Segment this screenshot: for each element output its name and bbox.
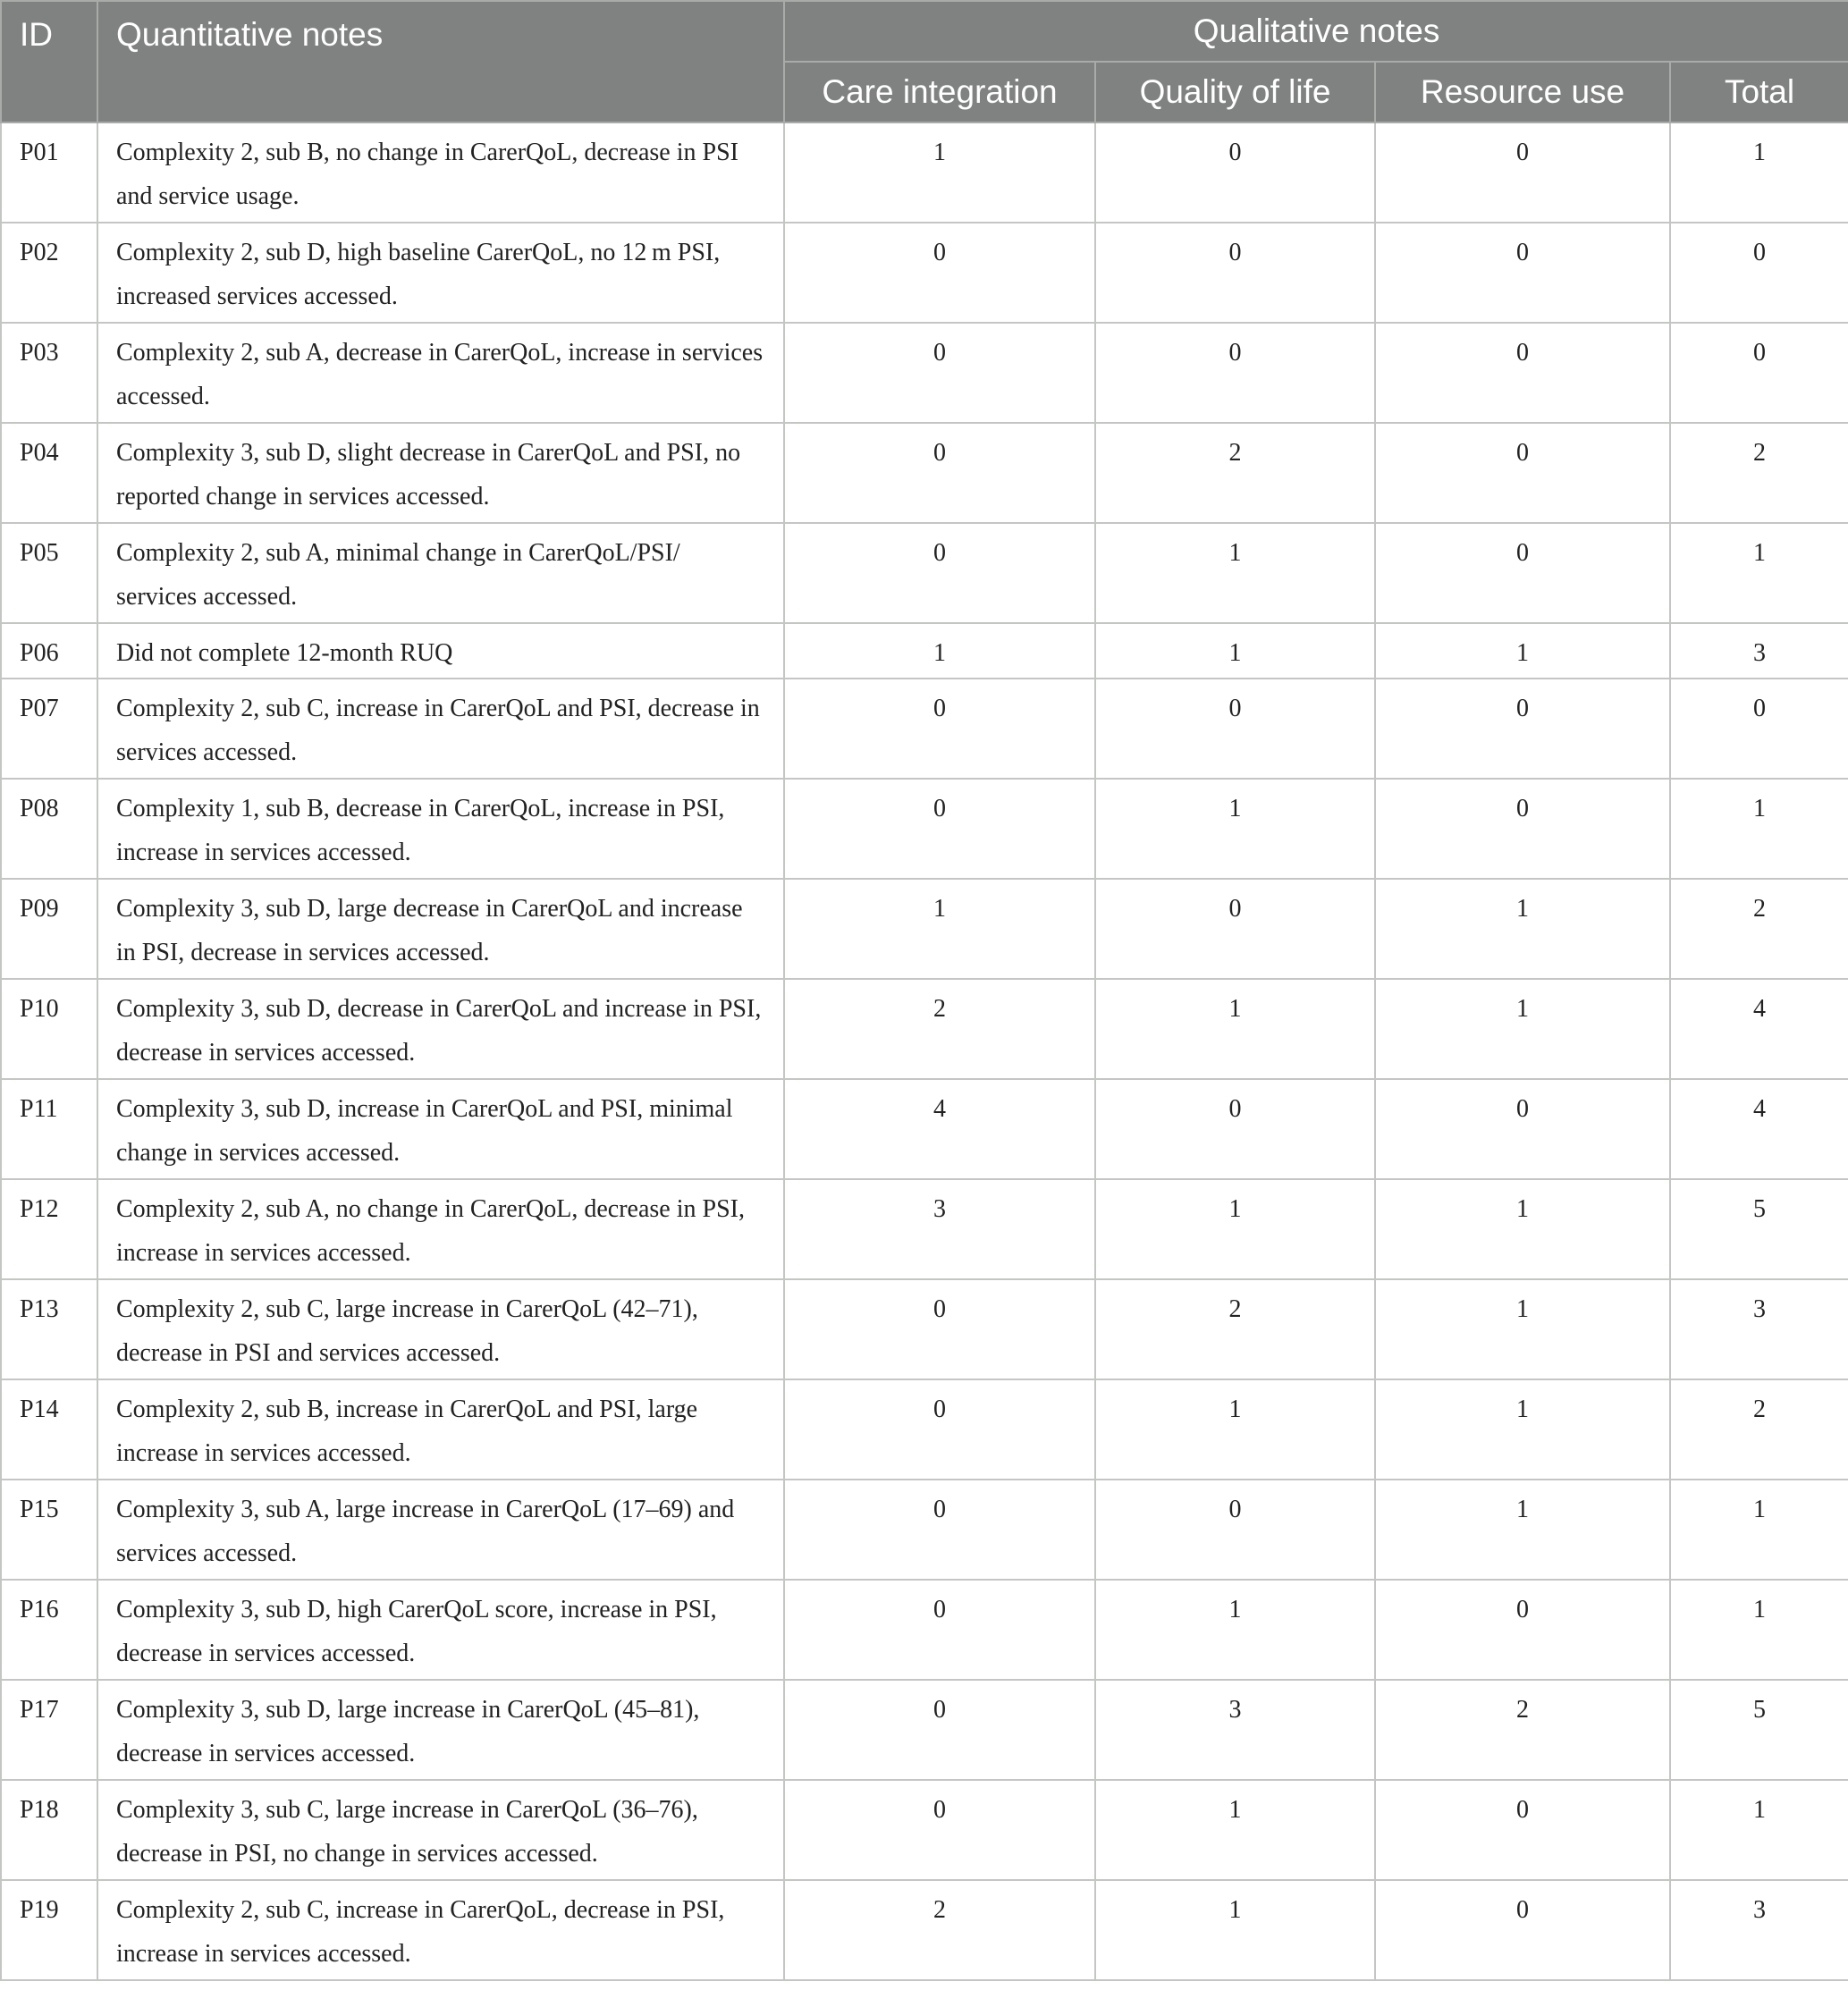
cell-resource-use: 1 xyxy=(1375,1379,1670,1480)
cell-quantitative-note: Complexity 3, sub D, decrease in CarerQoL and increase in PSI, decrease in services accessed. xyxy=(97,979,784,1079)
cell-resource-use: 1 xyxy=(1375,879,1670,979)
header-quality-of-life: Quality of life xyxy=(1095,62,1375,122)
header-id: ID xyxy=(1,1,97,122)
cell-quality-of-life: 1 xyxy=(1095,779,1375,879)
cell-care-integration: 4 xyxy=(784,1079,1095,1179)
cell-id: P01 xyxy=(1,122,97,223)
cell-care-integration: 1 xyxy=(784,879,1095,979)
cell-total: 1 xyxy=(1670,1580,1848,1680)
cell-id: P09 xyxy=(1,879,97,979)
cell-id: P02 xyxy=(1,223,97,323)
cell-resource-use: 1 xyxy=(1375,1480,1670,1580)
cell-id: P10 xyxy=(1,979,97,1079)
cell-total: 3 xyxy=(1670,1880,1848,1980)
cell-care-integration: 0 xyxy=(784,679,1095,779)
cell-quality-of-life: 0 xyxy=(1095,323,1375,423)
table-row xyxy=(1,1880,1848,1980)
cell-id: P11 xyxy=(1,1079,97,1179)
cell-total: 1 xyxy=(1670,1480,1848,1580)
cell-total: 5 xyxy=(1670,1680,1848,1780)
cell-quantitative-note: Complexity 3, sub D, large decrease in CarerQoL and increase in PSI, decrease in services accessed. xyxy=(97,879,784,979)
cell-id: P06 xyxy=(1,623,97,679)
cell-id: P19 xyxy=(1,1880,97,1980)
cell-quantitative-note: Complexity 3, sub D, slight decrease in CarerQoL and PSI, no reported change in services accessed. xyxy=(97,423,784,523)
cell-resource-use: 0 xyxy=(1375,1880,1670,1980)
cell-id: P04 xyxy=(1,423,97,523)
table-row xyxy=(1,523,1848,623)
cell-quantitative-note: Complexity 2, sub C, large increase in CarerQoL (42–71), decrease in PSI and services accessed. xyxy=(97,1279,784,1379)
cell-resource-use: 1 xyxy=(1375,623,1670,679)
table-row xyxy=(1,1279,1848,1379)
cell-quantitative-note: Complexity 2, sub D, high baseline CarerQoL, no 12 m PSI, increased services accessed. xyxy=(97,223,784,323)
table-row xyxy=(1,1780,1848,1880)
cell-resource-use: 0 xyxy=(1375,779,1670,879)
cell-quality-of-life: 2 xyxy=(1095,1279,1375,1379)
cell-care-integration: 3 xyxy=(784,1179,1095,1279)
cell-total: 0 xyxy=(1670,679,1848,779)
cell-care-integration: 0 xyxy=(784,1680,1095,1780)
cell-total: 1 xyxy=(1670,523,1848,623)
cell-quantitative-note: Complexity 1, sub B, decrease in CarerQoL, increase in PSI, increase in services accessed. xyxy=(97,779,784,879)
table-row xyxy=(1,1680,1848,1780)
table-row xyxy=(1,323,1848,423)
cell-care-integration: 0 xyxy=(784,1480,1095,1580)
cell-quality-of-life: 1 xyxy=(1095,523,1375,623)
cell-id: P15 xyxy=(1,1480,97,1580)
cell-total: 4 xyxy=(1670,1079,1848,1179)
cell-care-integration: 0 xyxy=(784,323,1095,423)
cell-care-integration: 0 xyxy=(784,1580,1095,1680)
table-row xyxy=(1,979,1848,1079)
cell-care-integration: 1 xyxy=(784,623,1095,679)
table-row xyxy=(1,1179,1848,1279)
cell-resource-use: 0 xyxy=(1375,1580,1670,1680)
table-row xyxy=(1,1480,1848,1580)
cell-resource-use: 0 xyxy=(1375,423,1670,523)
cell-id: P13 xyxy=(1,1279,97,1379)
table-row xyxy=(1,779,1848,879)
cell-quantitative-note: Complexity 3, sub D, high CarerQoL score, increase in PSI, decrease in services accessed. xyxy=(97,1580,784,1680)
cell-id: P17 xyxy=(1,1680,97,1780)
cell-quantitative-note: Complexity 3, sub C, large increase in CarerQoL (36–76), decrease in PSI, no change in services accessed. xyxy=(97,1780,784,1880)
table-row xyxy=(1,223,1848,323)
cell-resource-use: 0 xyxy=(1375,1780,1670,1880)
cell-quality-of-life: 1 xyxy=(1095,1880,1375,1980)
cell-quantitative-note: Complexity 2, sub B, no change in CarerQoL, decrease in PSI and service usage. xyxy=(97,122,784,223)
table-row xyxy=(1,122,1848,223)
cell-quantitative-note: Complexity 2, sub C, increase in CarerQoL and PSI, decrease in services accessed. xyxy=(97,679,784,779)
cell-resource-use: 0 xyxy=(1375,323,1670,423)
cell-quantitative-note: Complexity 2, sub A, no change in CarerQoL, decrease in PSI, increase in services accessed. xyxy=(97,1179,784,1279)
cell-quality-of-life: 0 xyxy=(1095,679,1375,779)
cell-id: P12 xyxy=(1,1179,97,1279)
cell-care-integration: 1 xyxy=(784,122,1095,223)
cell-care-integration: 0 xyxy=(784,223,1095,323)
cell-quality-of-life: 1 xyxy=(1095,1179,1375,1279)
table-row xyxy=(1,1379,1848,1480)
cell-care-integration: 0 xyxy=(784,1379,1095,1480)
cell-quality-of-life: 1 xyxy=(1095,979,1375,1079)
cell-resource-use: 1 xyxy=(1375,979,1670,1079)
cell-quality-of-life: 1 xyxy=(1095,623,1375,679)
table-row xyxy=(1,879,1848,979)
cell-quality-of-life: 0 xyxy=(1095,223,1375,323)
cell-quality-of-life: 1 xyxy=(1095,1780,1375,1880)
header-quantitative-notes: Quantitative notes xyxy=(97,1,784,122)
cell-id: P03 xyxy=(1,323,97,423)
cell-care-integration: 0 xyxy=(784,423,1095,523)
cell-total: 2 xyxy=(1670,423,1848,523)
cell-id: P14 xyxy=(1,1379,97,1480)
cell-total: 0 xyxy=(1670,223,1848,323)
cell-quantitative-note: Complexity 3, sub A, large increase in CarerQoL (17–69) and services accessed. xyxy=(97,1480,784,1580)
cell-quality-of-life: 0 xyxy=(1095,1079,1375,1179)
table-row xyxy=(1,1580,1848,1680)
cell-resource-use: 0 xyxy=(1375,1079,1670,1179)
cell-care-integration: 2 xyxy=(784,979,1095,1079)
cell-id: P05 xyxy=(1,523,97,623)
cell-quality-of-life: 0 xyxy=(1095,1480,1375,1580)
cell-id: P16 xyxy=(1,1580,97,1680)
cell-quantitative-note: Complexity 2, sub B, increase in CarerQoL and PSI, large increase in services accessed. xyxy=(97,1379,784,1480)
cell-total: 2 xyxy=(1670,1379,1848,1480)
cell-total: 2 xyxy=(1670,879,1848,979)
cell-quality-of-life: 2 xyxy=(1095,423,1375,523)
cell-total: 1 xyxy=(1670,779,1848,879)
table-header xyxy=(1,1,1848,122)
cell-resource-use: 1 xyxy=(1375,1179,1670,1279)
table-row xyxy=(1,623,1848,679)
cell-care-integration: 0 xyxy=(784,523,1095,623)
header-total: Total xyxy=(1670,62,1848,122)
cell-resource-use: 0 xyxy=(1375,679,1670,779)
cell-total: 4 xyxy=(1670,979,1848,1079)
cell-quantitative-note: Complexity 2, sub A, minimal change in CarerQoL/PSI/ services accessed. xyxy=(97,523,784,623)
cell-quantitative-note: Complexity 3, sub D, increase in CarerQoL and PSI, minimal change in services accessed. xyxy=(97,1079,784,1179)
table-body xyxy=(1,122,1848,1980)
header-care-integration: Care integration xyxy=(784,62,1095,122)
cell-quality-of-life: 0 xyxy=(1095,879,1375,979)
cell-quality-of-life: 1 xyxy=(1095,1580,1375,1680)
cell-total: 5 xyxy=(1670,1179,1848,1279)
cell-care-integration: 0 xyxy=(784,779,1095,879)
cell-resource-use: 0 xyxy=(1375,523,1670,623)
table-row xyxy=(1,679,1848,779)
cell-resource-use: 0 xyxy=(1375,122,1670,223)
cell-resource-use: 2 xyxy=(1375,1680,1670,1780)
cell-id: P07 xyxy=(1,679,97,779)
cell-id: P18 xyxy=(1,1780,97,1880)
cell-care-integration: 0 xyxy=(784,1279,1095,1379)
cell-id: P08 xyxy=(1,779,97,879)
cell-total: 1 xyxy=(1670,1780,1848,1880)
cell-quantitative-note: Complexity 2, sub C, increase in CarerQoL, decrease in PSI, increase in services accessed. xyxy=(97,1880,784,1980)
cell-total: 0 xyxy=(1670,323,1848,423)
cell-resource-use: 0 xyxy=(1375,223,1670,323)
cell-quality-of-life: 3 xyxy=(1095,1680,1375,1780)
cell-quality-of-life: 1 xyxy=(1095,1379,1375,1480)
cell-quality-of-life: 0 xyxy=(1095,122,1375,223)
header-qualitative-notes: Qualitative notes xyxy=(784,1,1848,62)
cell-total: 3 xyxy=(1670,1279,1848,1379)
table-row xyxy=(1,1079,1848,1179)
cell-quantitative-note: Complexity 2, sub A, decrease in CarerQoL, increase in services accessed. xyxy=(97,323,784,423)
cell-care-integration: 0 xyxy=(784,1780,1095,1880)
cell-resource-use: 1 xyxy=(1375,1279,1670,1379)
cell-care-integration: 2 xyxy=(784,1880,1095,1980)
cell-total: 3 xyxy=(1670,623,1848,679)
cell-total: 1 xyxy=(1670,122,1848,223)
table-row xyxy=(1,423,1848,523)
header-resource-use: Resource use xyxy=(1375,62,1670,122)
cell-quantitative-note: Complexity 3, sub D, large increase in CarerQoL (45–81), decrease in services accessed. xyxy=(97,1680,784,1780)
cell-quantitative-note: Did not complete 12-month RUQ xyxy=(97,623,784,679)
